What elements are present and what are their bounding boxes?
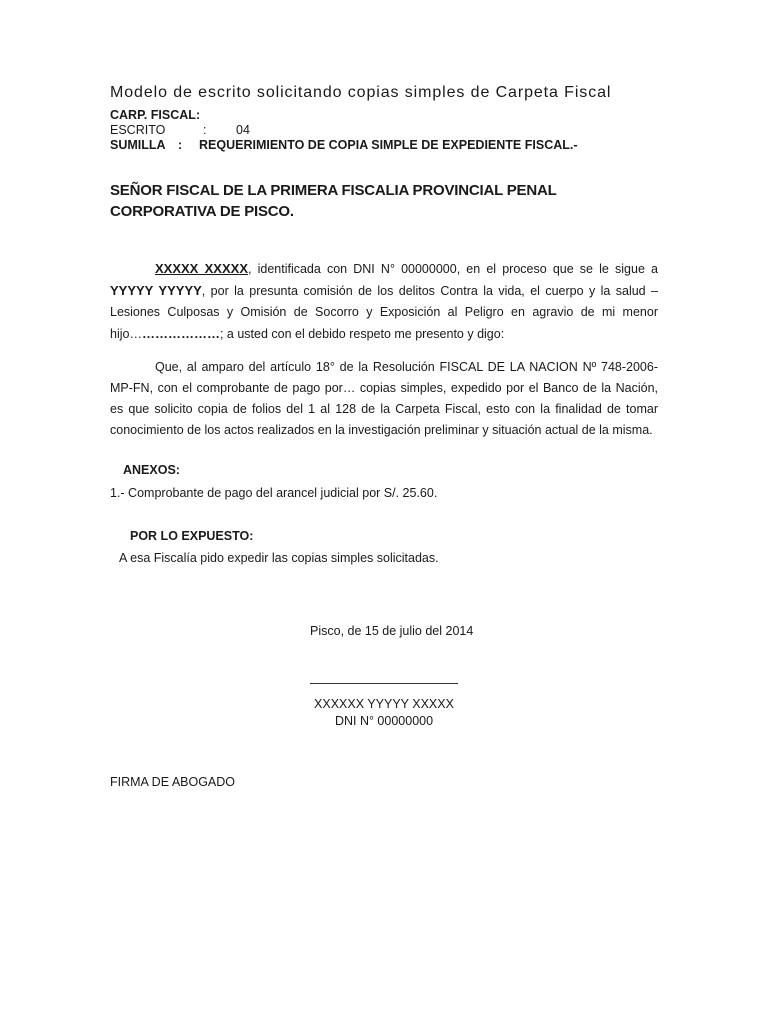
addressee-heading: SEÑOR FISCAL DE LA PRIMERA FISCALIA PROVINCIAL PENAL CORPORATIVA DE PISCO. <box>110 182 557 220</box>
escrito-colon: : <box>203 123 207 137</box>
signature-line <box>310 683 458 684</box>
por-lo-expuesto-text: A esa Fiscalía pido expedir las copias simples solicitadas. <box>119 551 439 565</box>
signer-dni: DNI N° 00000000 <box>334 714 434 728</box>
escrito-value: 04 <box>236 123 250 137</box>
escrito-label: ESCRITO <box>110 123 166 137</box>
intro-text-a: , identificada con DNI N° 00000000, en el proceso que se le sigue a <box>247 262 658 276</box>
request-paragraph: Que, al amparo del artículo 18° de la Resolución FISCAL DE LA NACION Nº 748-2006-MP-FN, con el comprobante de pago por… copias simples, expedido por el Banco de la Nación, es que solicito copia de folios del 1 al 128 de la Carpeta Fiscal, esto con la finalidad de tomar conocimiento de los actos realizados en la investigación preliminar y situación actual de la misma. <box>110 360 658 437</box>
sumilla-label: SUMILLA <box>110 138 166 152</box>
sumilla-value: REQUERIMIENTO DE COPIA SIMPLE DE EXPEDIENTE FISCAL.- <box>199 138 578 152</box>
place-date: Pisco, de 15 de julio del 2014 <box>310 624 474 638</box>
signer-name: XXXXXX YYYYY XXXXX <box>314 697 454 711</box>
anexos-heading: ANEXOS: <box>123 463 180 477</box>
intro-paragraph <box>110 258 658 345</box>
sumilla-colon: : <box>178 138 183 152</box>
carp-fiscal-label: CARP. FISCAL <box>110 108 196 122</box>
petitioner-name: XXXXX XXXXX <box>155 261 248 276</box>
intro-dots: ……………… <box>141 326 220 341</box>
intro-text-b: , por la presunta comisión de los delitos Contra la vida, el cuerpo y la salud – Lesiones Culposas y Omisión de Socorro y Exposición al Peligro en agravio de mi menor hijo… <box>110 284 658 341</box>
lawyer-signature-label: FIRMA DE ABOGADO <box>110 775 236 789</box>
document-title: Modelo de escrito solicitando copias simples de Carpeta Fiscal <box>110 84 612 101</box>
intro-text-c: ; a usted con el debido respeto me presento y digo: <box>219 327 505 341</box>
carp-fiscal-row <box>110 108 201 122</box>
por-lo-expuesto-heading: POR LO EXPUESTO: <box>130 529 254 543</box>
escrito-row <box>110 123 250 137</box>
anexos-item-1: 1.- Comprobante de pago del arancel judicial por S/. 25.60. <box>110 486 438 500</box>
sumilla-row <box>110 138 578 152</box>
carp-fiscal-colon: : <box>196 108 201 122</box>
accused-name: YYYYY YYYYY <box>110 283 202 298</box>
